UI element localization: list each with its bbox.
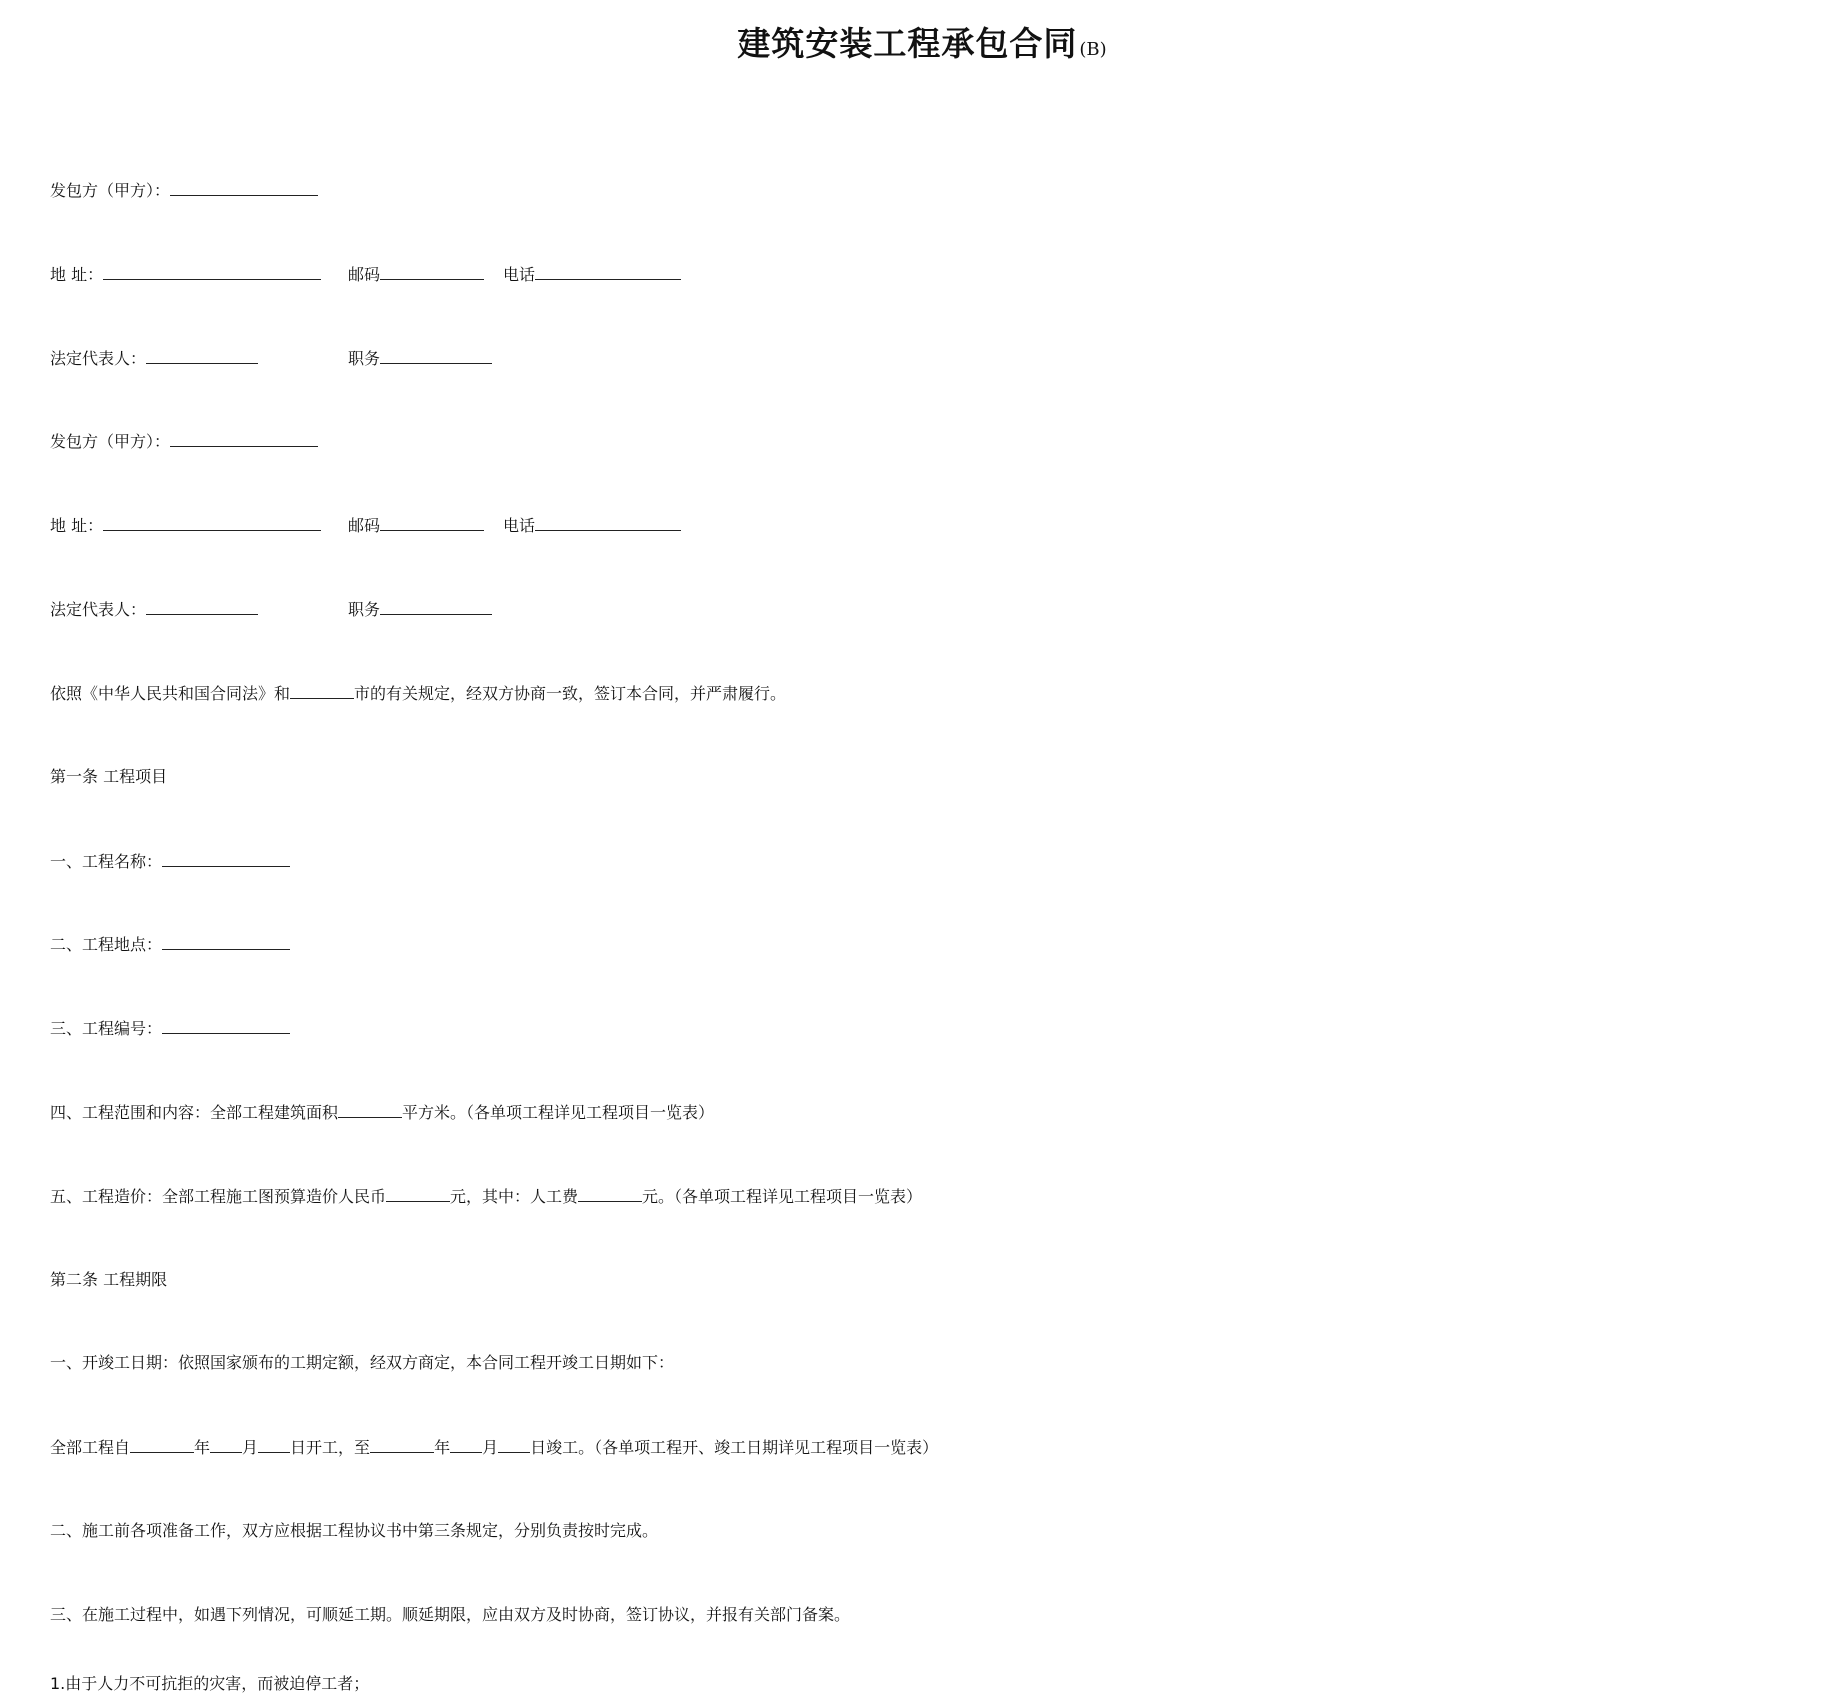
party-a-line [50,178,318,203]
party-a-phone-label: 电话 [503,265,536,284]
document-title [0,18,1844,65]
preamble-city-blank [290,681,354,699]
labor-cost-blank [578,1184,642,1202]
article1-item5 [50,1184,922,1209]
party-a-legal-rep-line [50,346,650,371]
party-b-phone-blank [535,513,681,531]
title-main: 建筑安装工程承包合同 [737,24,1078,63]
party-b-name-blank [170,429,318,447]
party-a-position-label: 职务 [348,349,381,368]
party-b-postcode-label: 邮码 [348,516,381,535]
party-a-position-group [348,346,492,371]
party-a-postcode-group [348,262,484,287]
preamble [50,681,786,706]
schedule-day-start: 日开工，至 [290,1438,371,1457]
schedule-year-2: 年 [434,1438,451,1457]
project-number-blank [162,1016,290,1034]
end-year-blank [370,1435,434,1453]
party-a-phone-group [503,262,681,287]
party-b-legal-rep-blank [146,597,258,615]
party-a-postcode-label: 邮码 [348,265,381,284]
project-location-label: 二、工程地点： [50,935,163,954]
article1-item2 [50,932,290,957]
party-b-phone-group [503,513,681,538]
party-b-address-line [50,513,750,538]
party-b-address-blank [103,513,321,531]
article1-heading: 第一条 工程项目 [50,767,168,786]
party-b-line [50,429,318,454]
party-b-label: 发包方（甲方）： [50,432,171,451]
title-suffix: (B) [1079,39,1107,60]
cost-after: 元。（各单项工程详见工程项目一览表） [642,1187,923,1206]
schedule-year-1: 年 [194,1438,211,1457]
start-month-blank [210,1435,242,1453]
party-a-label: 发包方（甲方）： [50,181,171,200]
party-a-position-blank [380,346,492,364]
article2-heading: 第二条 工程期限 [50,1270,168,1289]
party-a-legal-rep-blank [146,346,258,364]
schedule-day-end: 日竣工。（各单项工程开、竣工日期详见工程项目一览表） [530,1438,939,1457]
preamble-after: 市的有关规定，经双方协商一致，签订本合同，并严肃履行。 [354,684,787,703]
scope-after: 平方米。（各单项工程详见工程项目一览表） [402,1103,715,1122]
party-a-address-line [50,262,750,287]
scope-before: 四、工程范围和内容：全部工程建筑面积 [50,1103,339,1122]
schedule-line [50,1435,938,1460]
preamble-before: 依照《中华人民共和国合同法》和 [50,684,291,703]
schedule-month-1: 月 [242,1438,259,1457]
project-location-blank [162,932,290,950]
floor-area-blank [338,1100,402,1118]
party-b-address-label: 地 址： [50,516,104,535]
article2-item3: 三、在施工过程中，如遇下列情况，可顺延工期。顺延期限，应由双方及时协商，签订协议，并报有关部门备案。 [50,1605,851,1624]
party-b-position-group [348,597,492,622]
end-month-blank [450,1435,482,1453]
start-year-blank [130,1435,194,1453]
party-b-legal-rep-label: 法定代表人： [50,600,147,619]
article2-item1: 一、开竣工日期：依照国家颁布的工期定额，经双方商定，本合同工程开竣工日期如下： [50,1353,675,1372]
party-b-phone-label: 电话 [503,516,536,535]
end-day-blank [498,1435,530,1453]
article1-item1 [50,849,290,874]
party-a-phone-blank [535,262,681,280]
article1-item4 [50,1100,714,1125]
total-cost-blank [386,1184,450,1202]
cost-before: 五、工程造价：全部工程施工图预算造价人民币 [50,1187,387,1206]
start-day-blank [258,1435,290,1453]
schedule-start: 全部工程自 [50,1438,131,1457]
schedule-month-2: 月 [482,1438,499,1457]
party-b-postcode-group [348,513,484,538]
article2-sub1: 1.由于人力不可抗拒的灾害，而被迫停工者； [50,1674,370,1693]
party-a-legal-rep-label: 法定代表人： [50,349,147,368]
party-b-postcode-blank [380,513,484,531]
party-b-position-blank [380,597,492,615]
party-a-address-label: 地 址： [50,265,104,284]
project-name-blank [162,849,290,867]
party-a-postcode-blank [380,262,484,280]
party-a-address-blank [103,262,321,280]
cost-middle: 元，其中：人工费 [450,1187,579,1206]
party-a-name-blank [170,178,318,196]
project-name-label: 一、工程名称： [50,852,163,871]
article2-item2: 二、施工前各项准备工作，双方应根据工程协议书中第三条规定，分别负责按时完成。 [50,1521,659,1540]
project-number-label: 三、工程编号： [50,1019,163,1038]
article1-item3 [50,1016,290,1041]
party-b-legal-rep-line [50,597,650,622]
party-b-position-label: 职务 [348,600,381,619]
